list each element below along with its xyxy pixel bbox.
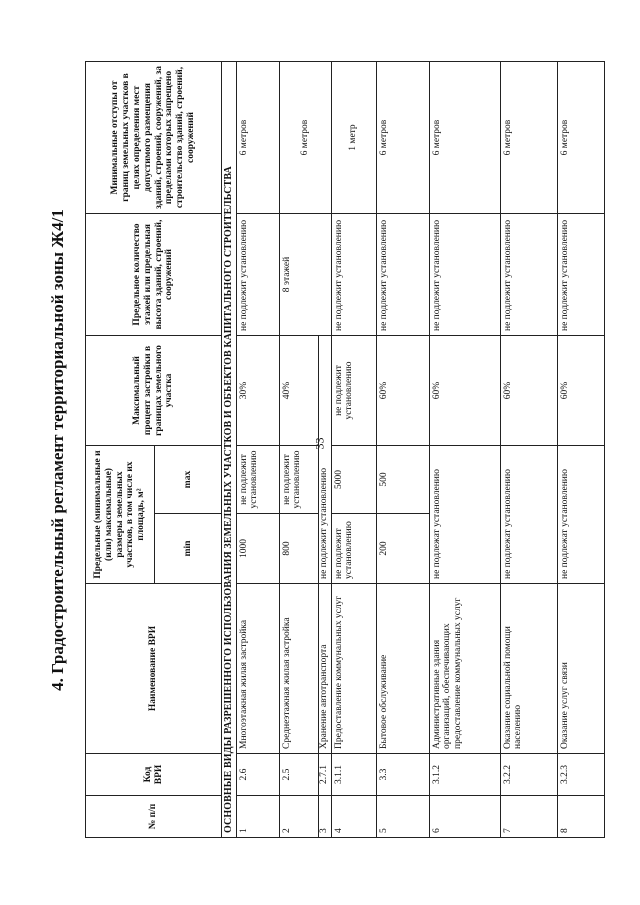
cell-size-merged: не подлежат установлению	[557, 446, 604, 584]
cell-floors: 8 этажей	[279, 214, 331, 336]
table-row	[376, 62, 429, 838]
cell-size-merged: не подлежат установлению	[429, 446, 500, 584]
cell-size-merged: не подлежит установлению	[318, 336, 331, 584]
cell-code: 2.6	[236, 754, 279, 796]
table-row	[429, 62, 500, 838]
header-name: Наименование ВРИ	[86, 584, 222, 754]
header-setback: Минимальные отступы от границ земельных участков в целях определения мест допустимого размещения зданий, строений, сооружений, за пределами которых запрещено строительство зданий, строений, сооружений	[86, 62, 222, 214]
cell-setback: 1 метр	[331, 62, 376, 214]
header-size-group: Предельные (минимальные и (или) максимальные) размеры земельных участков, в том числе их площадь, м²	[86, 446, 155, 584]
cell-name: Многоэтажная жилая застройка	[236, 584, 279, 754]
cell-min: 1000	[236, 514, 279, 584]
cell-num: 4	[331, 796, 376, 838]
cell-code: 3.1.2	[429, 754, 500, 796]
table-row	[236, 62, 279, 838]
cell-max: не подлежит установлению	[279, 446, 318, 514]
cell-min: не подлежит установлению	[331, 514, 376, 584]
table-row	[557, 62, 604, 838]
cell-name: Оказание услуг связи	[557, 584, 604, 754]
cell-setback: 6 метров	[279, 62, 331, 214]
cell-percent: 60%	[429, 336, 500, 446]
cell-code: 3.2.3	[557, 754, 604, 796]
cell-num: 7	[500, 796, 557, 838]
rotated-page	[43, 62, 613, 838]
cell-percent: 40%	[279, 336, 318, 446]
cell-floors: не подлежит установлению	[500, 214, 557, 336]
header-floors: Предельное количество этажей или предельная высота зданий, строений, сооружений	[86, 214, 222, 336]
cell-name: Предоставление коммунальных услуг	[331, 584, 376, 754]
cell-percent: не подлежит установлению	[331, 336, 376, 446]
header-num: № п/п	[86, 796, 222, 838]
cell-max: 5000	[331, 446, 376, 514]
cell-setback: 6 метров	[500, 62, 557, 214]
cell-floors: не подлежит установлению	[236, 214, 279, 336]
cell-num: 2	[279, 796, 318, 838]
cell-name: Среднеэтажная жилая застройка	[279, 584, 318, 754]
header-min: min	[155, 514, 222, 584]
header-percent: Максимальный процент застройки в границах земельного участка	[86, 336, 222, 446]
cell-code: 3.1.1	[331, 754, 376, 796]
cell-setback: 6 метров	[236, 62, 279, 214]
header-max: max	[155, 446, 222, 514]
cell-percent: 60%	[500, 336, 557, 446]
cell-code: 3.2.2	[500, 754, 557, 796]
cell-percent: 60%	[376, 336, 429, 446]
cell-percent: 30%	[236, 336, 279, 446]
cell-name: Бытовое обслуживание	[376, 584, 429, 754]
cell-num: 8	[557, 796, 604, 838]
table-row	[279, 62, 318, 838]
cell-code: 3.3	[376, 754, 429, 796]
cell-num: 6	[429, 796, 500, 838]
header-row	[86, 62, 155, 838]
cell-num: 1	[236, 796, 279, 838]
section-row	[222, 62, 237, 838]
cell-name: Административные здания организаций, обеспечивающих предоставление коммунальных услуг	[429, 584, 500, 754]
page-number: 33	[312, 437, 327, 450]
cell-floors: не подлежит установлению	[557, 214, 604, 336]
regulation-table	[85, 61, 605, 838]
cell-name: Оказание социальной помощи населению	[500, 584, 557, 754]
cell-setback: 6 метров	[557, 62, 604, 214]
cell-min: 200	[376, 514, 429, 584]
section-title: ОСНОВНЫЕ ВИДЫ РАЗРЕШЕННОГО ИСПОЛЬЗОВАНИЯ ЗЕМЕЛЬНЫХ УЧАСТКОВ И ОБЪЕКТОВ КАПИТАЛЬНОГО СТРОИТЕЛЬСТВА	[222, 62, 237, 838]
table-row	[331, 62, 376, 838]
cell-num: 5	[376, 796, 429, 838]
cell-max: не подлежит установлению	[236, 446, 279, 514]
cell-max: 500	[376, 446, 429, 514]
document-title: 4. Градостроительный регламент территориальной зоны Ж4/1	[48, 209, 67, 691]
cell-setback: 6 метров	[376, 62, 429, 214]
cell-min: 800	[279, 514, 318, 584]
cell-percent: 60%	[557, 336, 604, 446]
cell-floors: не подлежит установлению	[376, 214, 429, 336]
cell-size-merged: не подлежат установлению	[500, 446, 557, 584]
cell-num: 3	[318, 796, 331, 838]
header-code: Код ВРИ	[86, 754, 222, 796]
cell-code: 2.7.1	[318, 754, 331, 796]
cell-floors: не подлежит установлению	[331, 214, 376, 336]
cell-floors: не подлежит установлению	[429, 214, 500, 336]
cell-name: Хранение автотранспорта	[318, 584, 331, 754]
cell-setback: 6 метров	[429, 62, 500, 214]
table-row	[500, 62, 557, 838]
cell-code: 2.5	[279, 754, 318, 796]
